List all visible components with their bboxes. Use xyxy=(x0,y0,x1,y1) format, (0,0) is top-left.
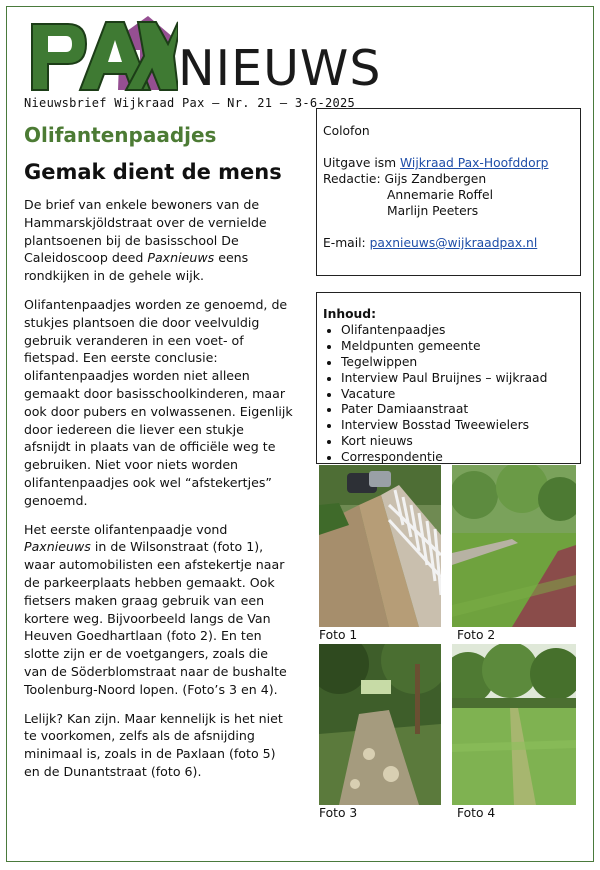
p1-text-a: De brief van enkele bewoners van de Hammarskjöldstraat over de vernielde plantsoenen bij de basisschool De Caleidoscoop deed xyxy=(24,197,267,266)
newsletter-subline: Nieuwsbrief Wijkraad Pax – Nr. 21 – 3-6-2025 xyxy=(24,96,356,110)
p3-text-a: Het eerste olifantenpaadje vond xyxy=(24,521,228,537)
photo-caption: Foto 2 xyxy=(457,628,496,642)
photo-2 xyxy=(452,465,576,627)
contents-item: • Interview Bosstad Tweewielers xyxy=(341,418,574,434)
photo-caption: Foto 3 xyxy=(319,806,358,820)
editor-name: Annemarie Roffel xyxy=(387,188,493,202)
colofon-title: Colofon xyxy=(323,124,370,138)
photo-1 xyxy=(319,465,441,627)
p3-emphasis: Paxnieuws xyxy=(24,539,91,555)
contents-item: • Kort nieuws xyxy=(341,434,574,450)
photo-caption: Foto 1 xyxy=(319,628,358,642)
section-kicker: Olifantenpaadjes xyxy=(24,123,217,147)
contents-item: • Meldpunten gemeente xyxy=(341,339,574,355)
wijkraad-link[interactable]: Wijkraad Pax-Hoofddorp xyxy=(400,156,549,170)
colofon-redactie xyxy=(323,171,574,187)
paragraph-4: Lelijk? Kan zijn. Maar kennelijk is het niet te voorkomen, zelfs als de afsnijding minimaal is, zoals in de Paxlaan (foto 5) en de Dunantstraat (foto 6). xyxy=(24,710,283,779)
contents-item: • Pater Damiaanstraat xyxy=(341,402,574,418)
email-link[interactable]: paxnieuws@wijkraadpax.nl xyxy=(369,236,538,250)
masthead xyxy=(28,16,408,96)
contents-item: • Vacature xyxy=(341,387,574,403)
paragraph-1 xyxy=(24,196,294,285)
paragraph-2: Olifantenpaadjes worden ze genoemd, de stukjes plantsoen die door veelvuldig gebruik veranderen in een voet- of fietspad. Een eerste conclusie: olifantenpaadjes worden niet alleen gemaakt door basisschoolkinderen, maar ook door pubers en volwassenen. Eigenlijk door iedereen die liever een stukje afsnijdt in plaats van de officiële weg te gebruiken. Niet voor niets worden olifantenpaadjes ook wel “afstekertjes” genoemd. xyxy=(24,296,293,508)
article-headline: Gemak dient de mens xyxy=(24,160,282,184)
contents-item: • Tegelwippen xyxy=(341,355,574,371)
colofon-email xyxy=(323,235,574,251)
colofon-uitgave xyxy=(323,155,574,171)
uitgave-label: Uitgave ism xyxy=(323,156,401,170)
email-label: E-mail: xyxy=(323,236,370,250)
article-body xyxy=(24,196,294,792)
contents-item: • Correspondentie xyxy=(341,450,574,466)
photo-caption: Foto 4 xyxy=(457,806,496,820)
photo-3 xyxy=(319,644,441,805)
contents-item: • Interview Paul Bruijnes – wijkraad xyxy=(341,371,574,387)
contents-title: Inhoud: xyxy=(323,307,377,321)
logo-word: NIEUWS xyxy=(178,40,382,97)
p3-text-b: in de Wilsonstraat (foto 1), waar automobilisten een afstekertje naar de parkeerplaats hebben gemaakt. Ook fietsers maken graag gebruik van een kortere weg. Bijvoorbeeld langs de Van Heuven Goedhartlaan (foto 2). En ten slotte zijn er de voetgangers, zoals die van de Söderblomstraat naar de bushalte Toolenburg-Noord lopen. (Foto’s 3 en 4). xyxy=(24,539,287,697)
paragraph-3 xyxy=(24,521,294,699)
pax-logo xyxy=(28,16,178,96)
contents-box xyxy=(316,292,581,464)
contents-item: • Olifantenpaadjes xyxy=(341,323,574,339)
colofon-box xyxy=(316,108,581,276)
p1-text-b: eens rondkijken in de gehele wijk. xyxy=(24,250,249,284)
photo-4 xyxy=(452,644,576,805)
p1-emphasis: Paxnieuws xyxy=(147,250,215,266)
editor-name: Marlijn Peeters xyxy=(387,204,479,218)
contents-list xyxy=(323,323,574,466)
redactie-label: Redactie: xyxy=(323,172,385,186)
editor-name: Gijs Zandbergen xyxy=(384,172,487,186)
